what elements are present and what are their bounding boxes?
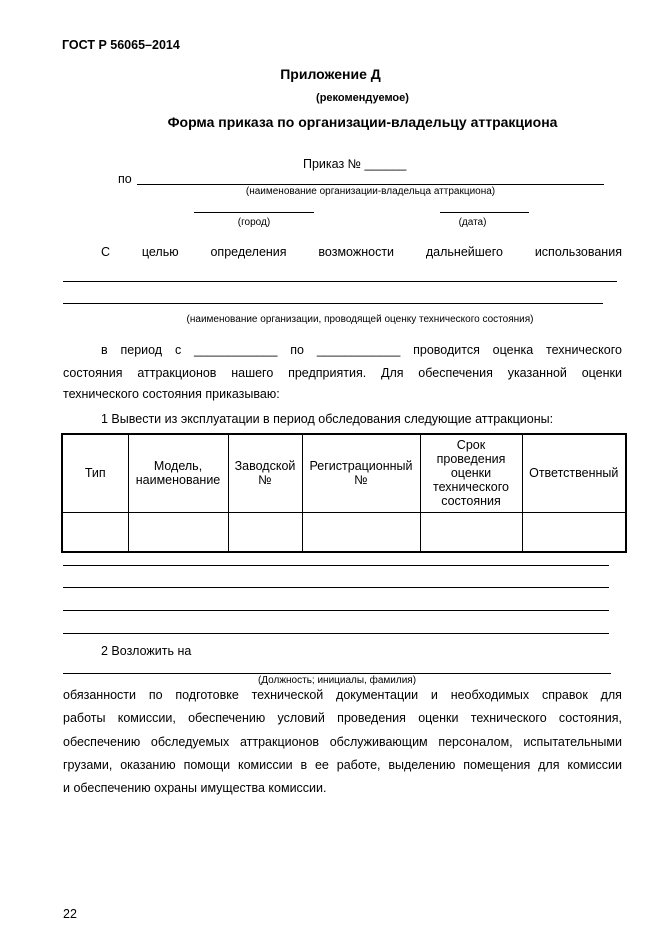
assessor-org-caption: (наименование организации, проводящей оценку технического состояния) [186, 314, 534, 325]
period-word: оценки [581, 366, 622, 380]
responsible-line [63, 673, 611, 674]
table-header-cell [62, 434, 128, 512]
duties-word: условий [277, 711, 325, 725]
period-word: ____________ [316, 343, 401, 357]
period-line-2 [63, 365, 622, 381]
table-cell [228, 512, 302, 552]
duties-line-5: и обеспечению охраны имущества комиссии. [63, 781, 327, 795]
duties-word: справок [541, 688, 588, 702]
period-word: оценка [492, 343, 534, 357]
period-word: период [120, 343, 163, 357]
table-row [62, 512, 626, 552]
item-1-text: 1 Вывести из эксплуатации в период обследования следующие аттракционы: [101, 412, 554, 426]
table-cell [420, 512, 522, 552]
duties-word: по [148, 688, 163, 702]
duties-word: комиссии [237, 758, 293, 772]
duties-word: обеспечению [188, 711, 266, 725]
duties-word: обязанности [63, 688, 137, 702]
duties-line-4 [63, 757, 622, 773]
date-caption: (дата) [458, 217, 487, 228]
purpose-word: определения [210, 245, 287, 259]
table-header-text: № [354, 473, 368, 488]
table-header-text: Модель, [153, 459, 203, 474]
table-header-row [62, 434, 626, 512]
table-header-text: Срок [456, 438, 486, 453]
table-cell [302, 512, 420, 552]
duties-word: необходимых [450, 688, 530, 702]
city-caption: (город) [237, 217, 271, 228]
period-word: указанной [507, 366, 567, 380]
city-line [194, 212, 314, 213]
table-header-cell [420, 434, 522, 512]
table-cell [522, 512, 626, 552]
table-header-text: технического [433, 480, 509, 495]
blank-line-4 [63, 633, 609, 634]
period-word: технического [546, 343, 622, 357]
duties-word: работе, [336, 758, 381, 772]
period-word: с [174, 343, 182, 357]
period-word: аттракционов [137, 366, 217, 380]
period-word: предприятия. [288, 366, 367, 380]
duties-line-1 [63, 687, 622, 703]
duties-word: помощи [183, 758, 231, 772]
table-cell [62, 512, 128, 552]
purpose-word: дальнейшего [425, 245, 503, 259]
period-word: нашего [231, 366, 274, 380]
duties-word: оказанию [120, 758, 176, 772]
duties-line-2 [63, 710, 622, 726]
duties-word: аттракционов [239, 735, 320, 749]
duties-word: документации [336, 688, 419, 702]
duties-word: работы [63, 711, 106, 725]
duties-word: для [600, 688, 622, 702]
duties-line-3 [63, 734, 622, 750]
purpose-line [101, 244, 622, 260]
blank-line-3 [63, 610, 609, 611]
item-2-text: 2 Возложить на [101, 644, 192, 658]
period-word: в [101, 343, 108, 357]
purpose-word: С [101, 245, 111, 259]
table-header-cell [302, 434, 420, 512]
org-owner-line [137, 184, 604, 185]
table-header-text: оценки [450, 466, 492, 481]
responsible-caption: (Должность; инициалы, фамилия) [257, 675, 417, 686]
order-number-label: Приказ № ______ [303, 157, 407, 171]
table-header-text: № [258, 473, 272, 488]
table-header-text: проведения [436, 452, 506, 467]
form-title: Форма приказа по организации-владельцу аттракциона [167, 114, 558, 130]
period-word: проводится [413, 343, 480, 357]
table-header-text: Заводской [234, 459, 296, 474]
duties-word: технического [470, 711, 547, 725]
table-header-text: Регистрационный [309, 459, 413, 474]
blank-line-2 [63, 587, 609, 588]
duties-word: подготовке [175, 688, 239, 702]
table-header-cell [522, 434, 626, 512]
order-by-label: по [118, 172, 132, 186]
duties-word: грузами, [63, 758, 113, 772]
table-header-text: наименование [135, 473, 221, 488]
duties-word: состояния, [558, 711, 622, 725]
period-word: Для [380, 366, 404, 380]
duties-word: в [300, 758, 308, 772]
table-cell [128, 512, 228, 552]
table-header-cell [128, 434, 228, 512]
attractions-table [61, 433, 627, 553]
period-line-1 [101, 342, 622, 358]
duties-word: комиссии, [117, 711, 176, 725]
duties-word: для [538, 758, 560, 772]
purpose-word: использования [534, 245, 622, 259]
duties-word: выделению [388, 758, 456, 772]
duties-word: и [430, 688, 438, 702]
date-line [440, 212, 529, 213]
table-header-cell [228, 434, 302, 512]
page-number: 22 [63, 907, 77, 921]
duties-word: обследуемых [150, 735, 230, 749]
purpose-word: целью [141, 245, 179, 259]
duties-word: обеспечению [63, 735, 141, 749]
document-code: ГОСТ Р 56065–2014 [62, 38, 180, 52]
appendix-title: Приложение Д [280, 66, 381, 82]
purpose-fill-line-2 [63, 303, 603, 304]
period-word: состояния [63, 366, 123, 380]
org-owner-caption: (наименование организации-владельца аттракциона) [245, 186, 496, 197]
duties-word: помещения [463, 758, 531, 772]
duties-word: обслуживающим [329, 735, 428, 749]
purpose-word: возможности [318, 245, 395, 259]
duties-word: испытательными [523, 735, 622, 749]
period-word: обеспечения [418, 366, 493, 380]
period-word: по [290, 343, 305, 357]
appendix-status: (рекомендуемое) [316, 92, 409, 104]
blank-line-1 [63, 565, 609, 566]
duties-word: технической [251, 688, 324, 702]
table-header-text: Ответственный [529, 466, 619, 481]
period-word: ____________ [194, 343, 278, 357]
purpose-fill-line-1 [63, 281, 617, 282]
duties-word: персоналом, [438, 735, 513, 749]
table-header-text: Тип [84, 466, 106, 481]
duties-word: проведения [337, 711, 406, 725]
table-header-text: состояния [441, 494, 501, 509]
duties-word: оценки [418, 711, 459, 725]
duties-word: ее [314, 758, 329, 772]
duties-word: комиссии [567, 758, 622, 772]
period-line-3: технического состояния приказываю: [63, 387, 280, 401]
